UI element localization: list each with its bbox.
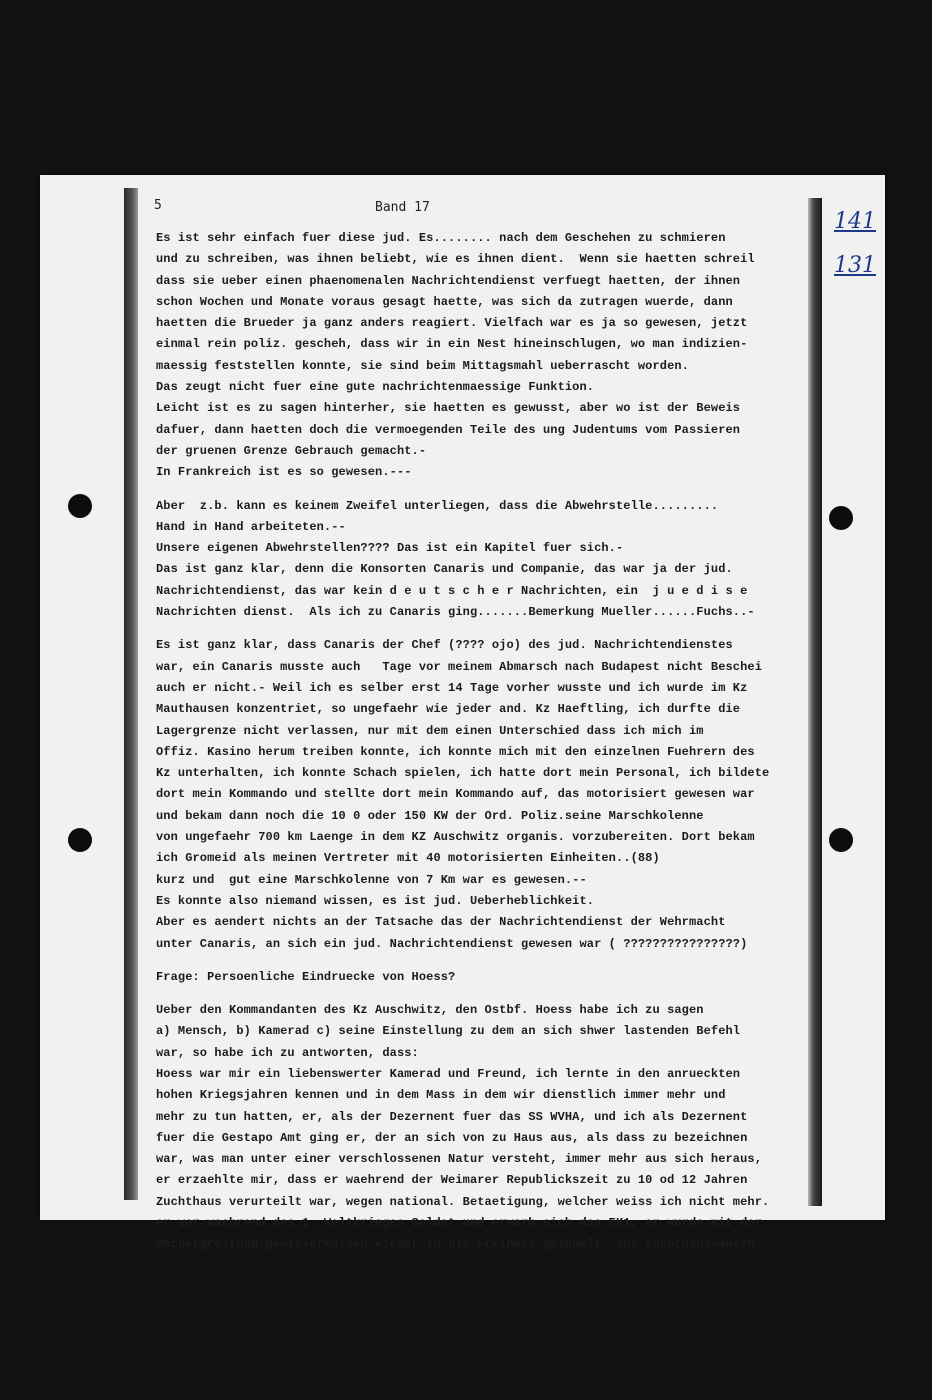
typewritten-body: [156, 228, 816, 1256]
text-line: Hoess war mir ein liebenswerter Kamerad und Freund, ich lernte in den anrueckten: [156, 1066, 741, 1081]
text-line: Frage: Persoenliche Eindruecke von Hoess?: [156, 969, 456, 984]
text-line: Lagergrenze nicht verlassen, nur mit dem einen Unterschied dass ich mich im: [156, 723, 704, 738]
paragraph-gap: [156, 988, 816, 1000]
text-line: Das zeugt nicht fuer eine gute nachrichtenmaessige Funktion.: [156, 380, 595, 395]
text-line: a) Mensch, b) Kamerad c) seine Einstellung zu dem an sich shwer lastenden Befehl: [156, 1024, 741, 1039]
text-line: Es ist sehr einfach fuer diese jud. Es........ nach dem Geschehen zu schmieren: [156, 231, 726, 245]
text-line: Offiz. Kasino herum treiben konnte, ich konnte mich mit den einzelnen Fuehrern des: [156, 744, 755, 759]
text-line: maessig feststellen konnte, sie sind beim Mittagsmahl ueberrascht worden.: [156, 358, 689, 373]
handwritten-folio-stamp: [834, 200, 886, 288]
paragraph-gap: [156, 623, 816, 635]
text-line: Mauthausen konzentriet, so ungefaehr wie jeder and. Kz Haeftling, ich durfte die: [156, 702, 741, 717]
text-line: dort mein Kommando und stellte dort mein Kommando auf, das motorisiert gewesen war: [156, 787, 755, 802]
text-line: einmal rein poliz. gescheh, dass wir in ein Nest hineinschlugen, wo man indizien-: [156, 337, 748, 352]
text-line: hohen Kriegsjahren kennen und in dem Mass in dem wir dienstlich immer mehr und: [156, 1088, 726, 1103]
paragraph-gap: [156, 484, 816, 496]
text-line: von ungefaehr 700 km Laenge in dem KZ Auschwitz organis. vorzubereiten. Dort bekam: [156, 830, 755, 845]
text-line: fuer die Gestapo Amt ging er, der an sich von zu Haus aus, als dass zu bezeichnen: [156, 1130, 748, 1145]
punch-hole-right-top: [829, 506, 853, 530]
text-line: auch er nicht.- Weil ich es selber erst 14 Tage vorher wusste und ich wurde im Kz: [156, 680, 748, 695]
text-line: haetten die Brueder ja ganz anders reagiert. Vielfach war es ja so gewesen, jetzt: [156, 316, 748, 331]
text-line: und bekam dann noch die 10 0 oder 150 KW der Ord. Poliz.seine Marschkolenne: [156, 808, 704, 823]
text-line: mehr zu tun hatten, er, als der Dezernent fuer das SS WVHA, und ich als Dezernent: [156, 1109, 748, 1124]
text-line: Zuchthaus verurteilt war, wegen national. Betaetigung, welcher weiss ich nicht mehr.: [156, 1194, 770, 1209]
punch-hole-left-top: [68, 494, 92, 518]
text-line: Kz unterhalten, ich konnte Schach spielen, ich hatte dort mein Personal, ich bildete: [156, 766, 770, 781]
text-line: kurz und gut eine Marschkolenne von 7 Km war es gewesen.--: [156, 872, 587, 887]
text-line: und zu schreiben, was ihnen beliebt, wie es ihnen dient. Wenn sie haetten schreil: [156, 252, 755, 267]
page-header: Band 17: [375, 200, 430, 215]
left-binding-shadow: [124, 188, 138, 1200]
text-line: Es konnte also niemand wissen, es ist jud. Ueberheblichkeit.: [156, 893, 595, 908]
text-line: unter Canaris, an sich ein jud. Nachrichtendienst gewesen war ( ????????????????): [156, 936, 748, 951]
text-line: schon Wochen und Monate voraus gesagt haette, was sich da zutragen wuerde, dann: [156, 294, 733, 309]
text-line: der gruenen Grenze Gebrauch gemacht.-: [156, 443, 427, 458]
text-line: war, so habe ich zu antworten, dass:: [156, 1045, 419, 1060]
text-line: Unsere eigenen Abwehrstellen???? Das ist ein Kapitel fuer sich.-: [156, 541, 624, 556]
text-line: er war waehrend des 1. Weltkrieges Soldat und erwarb sich das EK1, er wurde mit der: [156, 1216, 762, 1231]
text-line: Das ist ganz klar, denn die Konsorten Canaris und Companie, das war ja der jud.: [156, 562, 733, 577]
paragraph-gap: [156, 955, 816, 967]
text-line: Nachrichtendienst, das war kein d e u t s c h e r Nachrichten, ein j u e d i s e: [156, 583, 748, 598]
text-line: dafuer, dann haetten doch die vermoegenden Teile des ung Judentums vom Passieren: [156, 422, 741, 437]
text-line: Aber es aendert nichts an der Tatsache das der Nachrichtendienst der Wehrmacht: [156, 915, 726, 930]
stamp-number-bottom: 131: [834, 253, 876, 278]
text-line: Leicht ist es zu sagen hinterher, sie haetten es gewusst, aber wo ist der Beweis: [156, 401, 741, 416]
text-line: ich Gromeid als meinen Vertreter mit 40 motorisierten Einheiten..(88): [156, 851, 660, 866]
text-line: Hand in Hand arbeiteten.--: [156, 519, 346, 534]
text-line: In Frankreich ist es so gewesen.---: [156, 465, 412, 480]
punch-hole-right-bottom: [829, 828, 853, 852]
page-number: 5: [154, 198, 162, 213]
text-line: er erzaehlte mir, dass er waehrend der Weimarer Republickszeit zu 10 od 12 Jahren: [156, 1173, 748, 1188]
text-line: Nachrichten dienst. Als ich zu Canaris ging.......Bemerkung Mueller......Fuchs..-: [156, 605, 755, 620]
punch-hole-left-bottom: [68, 828, 92, 852]
stamp-number-top: 141: [834, 209, 876, 234]
text-line: war, ein Canaris musste auch Tage vor meinem Abmarsch nach Budapest nicht Beschei: [156, 659, 762, 674]
text-line: Aber z.b. kann es keinem Zweifel unterliegen, dass die Abwehrstelle.........: [156, 498, 719, 513]
text-line: dass sie ueber einen phaenomenalen Nachrichtendienst verfuegt haetten, der ihnen: [156, 273, 741, 288]
text-line: war, was man unter einer verschlossenen Natur versteht, immer mehr aus sich heraus,: [156, 1152, 762, 1167]
text-line: Es ist ganz klar, dass Canaris der Chef (???? ojo) des jud. Nachrichtendienstes: [156, 638, 733, 653]
text-line: Ueber den Kommandanten des Kz Auschwitz, den Ostbf. Hoess habe ich zu sagen: [156, 1003, 704, 1018]
text-line: Machergreifung gewissermassen wieder in die Freiheit gespuelt, aus Zuchthausmauern.: [156, 1237, 762, 1252]
